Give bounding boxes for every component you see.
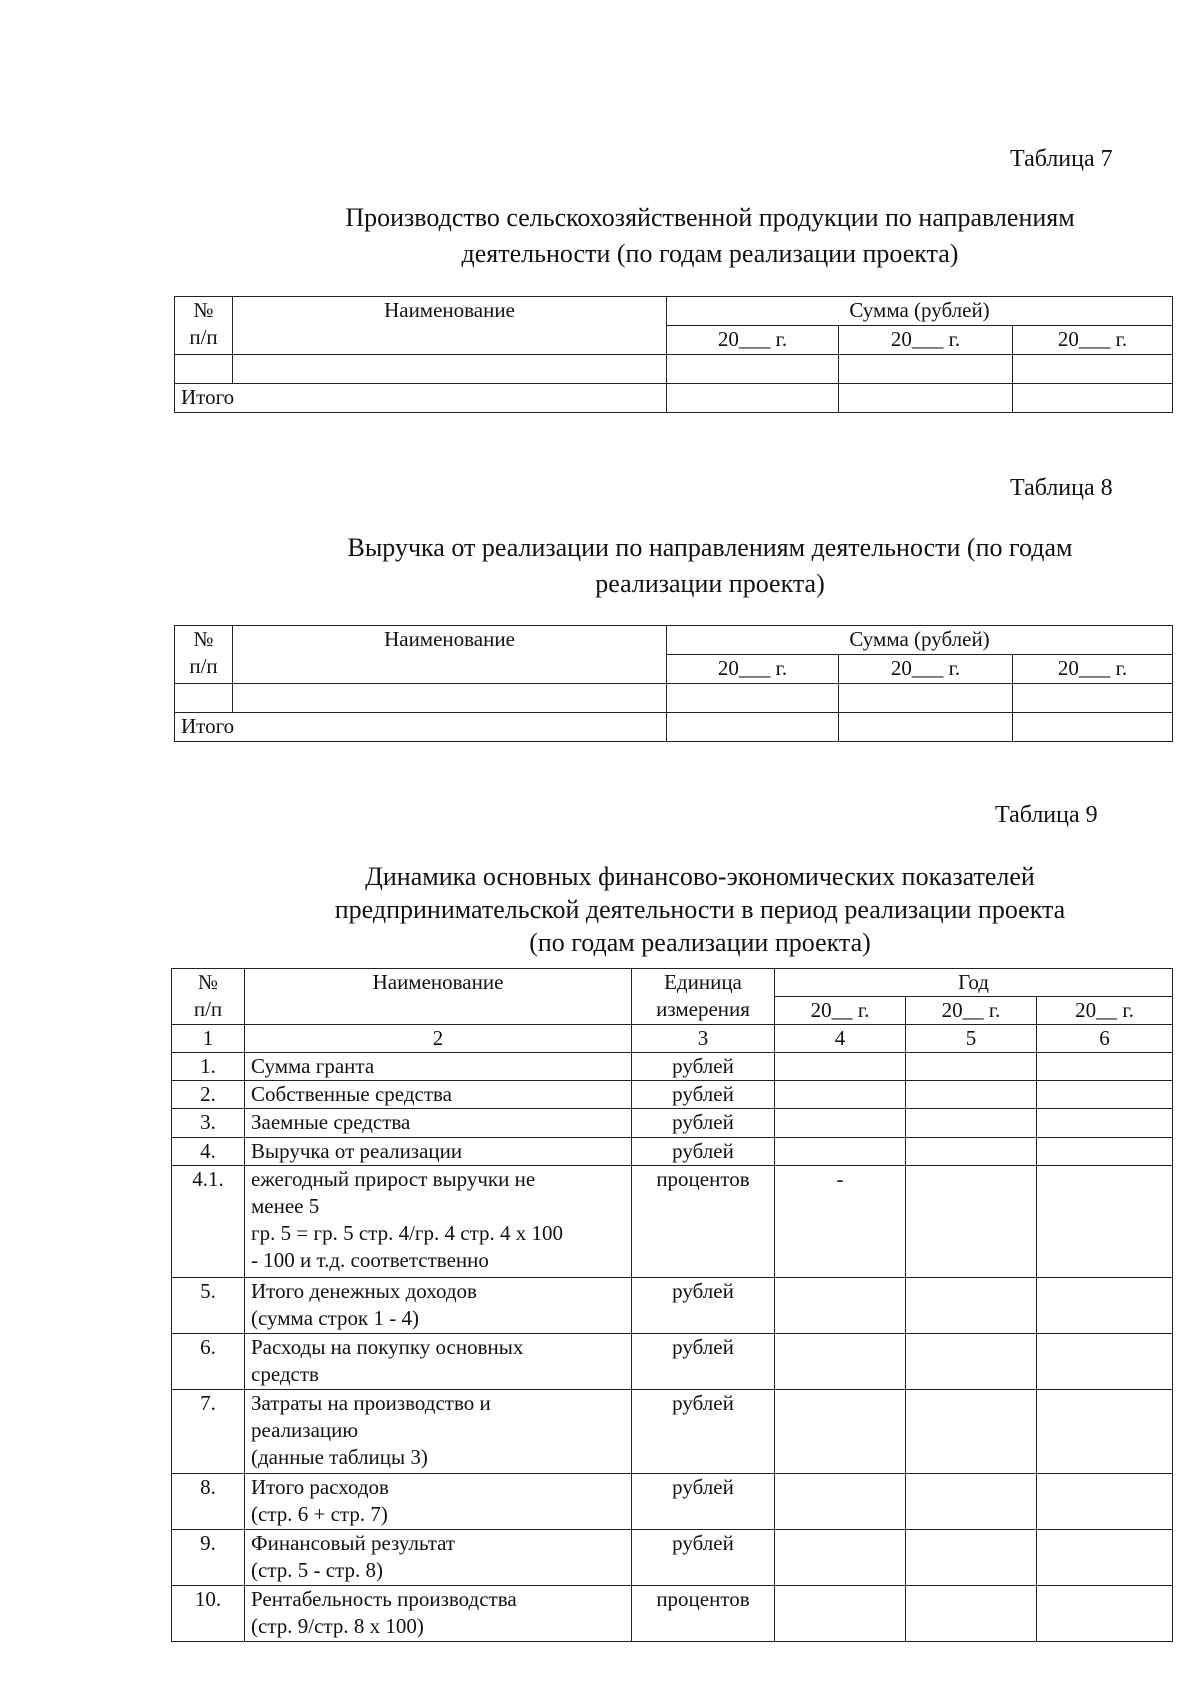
row-name-line: реализацию	[251, 1418, 359, 1442]
row-year-value	[906, 1166, 1037, 1278]
row-unit: процентов	[632, 1166, 775, 1278]
row-year-1-value	[775, 1390, 906, 1474]
table7-header-name: Наименование	[233, 297, 667, 355]
table-row	[172, 1334, 1173, 1390]
row-year-1-value	[775, 1138, 906, 1166]
row-year-value	[1037, 1109, 1173, 1138]
table9-header-year-3: 20__ г.	[1037, 997, 1173, 1025]
row-number: 10.	[172, 1586, 245, 1642]
table8-total-label: Итого	[175, 713, 667, 742]
row-name	[245, 1390, 632, 1474]
table7-title-line1: Производство сельскохозяйственной продукции по направлениям	[345, 203, 1075, 232]
row-unit: рублей	[632, 1334, 775, 1390]
table-row	[172, 1278, 1173, 1334]
table8-title	[160, 530, 1200, 602]
row-year-1-value	[775, 1081, 906, 1109]
row-name-line: Собственные средства	[251, 1082, 452, 1106]
row-name-line: (стр. 6 + стр. 7)	[251, 1502, 388, 1526]
row-year-1-value	[775, 1334, 906, 1390]
table7-header-no: № п/п	[175, 297, 233, 355]
row-unit: рублей	[632, 1278, 775, 1334]
row-year-value	[1037, 1334, 1173, 1390]
row-unit: процентов	[632, 1586, 775, 1642]
row-year-value	[1037, 1474, 1173, 1530]
row-name-line: Финансовый результат	[251, 1531, 456, 1555]
table7-total-label: Итого	[175, 384, 667, 413]
row-name-line: Заемные средства	[251, 1110, 411, 1134]
table-row	[172, 1474, 1173, 1530]
row-name-line: Сумма гранта	[251, 1054, 375, 1078]
row-name	[245, 1109, 632, 1138]
column-number: 4	[775, 1025, 906, 1053]
table7-label: Таблица 7	[1010, 146, 1113, 172]
table-row	[175, 355, 1173, 384]
row-year-value	[1037, 1530, 1173, 1586]
row-year-1-value	[775, 1586, 906, 1642]
row-year-1-value	[775, 1278, 906, 1334]
table7-total-row	[175, 384, 1173, 413]
table-row	[175, 684, 1173, 713]
row-name-line: Итого денежных доходов	[251, 1279, 477, 1303]
row-name	[245, 1474, 632, 1530]
row-name-line: - 100 и т.д. соответственно	[251, 1248, 489, 1272]
row-name-line: (сумма строк 1 - 4)	[251, 1306, 419, 1330]
row-year-value	[906, 1109, 1037, 1138]
row-name-line: средств	[251, 1362, 319, 1386]
column-number: 2	[245, 1025, 632, 1053]
table8-title-line2: реализации проекта)	[595, 569, 825, 598]
row-year-value	[1037, 1138, 1173, 1166]
row-name	[245, 1334, 632, 1390]
table7-header-year-2: 20___ г.	[839, 326, 1013, 355]
column-number: 5	[906, 1025, 1037, 1053]
row-year-1-value	[775, 1053, 906, 1081]
table-row	[172, 1053, 1173, 1081]
row-name	[245, 1530, 632, 1586]
row-number: 8.	[172, 1474, 245, 1530]
row-number: 4.	[172, 1138, 245, 1166]
column-number: 1	[172, 1025, 245, 1053]
row-name	[245, 1586, 632, 1642]
table8-header-year-2: 20___ г.	[839, 655, 1013, 684]
table7-title-line2: деятельности (по годам реализации проекта)	[461, 239, 959, 268]
table-row	[172, 1109, 1173, 1138]
row-number: 2.	[172, 1081, 245, 1109]
row-number: 9.	[172, 1530, 245, 1586]
row-unit: рублей	[632, 1053, 775, 1081]
table9-label: Таблица 9	[995, 802, 1098, 828]
row-year-value	[1037, 1053, 1173, 1081]
row-name-line: (стр. 9/стр. 8 х 100)	[251, 1614, 424, 1638]
table9-body	[172, 1053, 1173, 1642]
table8-header-no: № п/п	[175, 626, 233, 684]
row-name-line: Расходы на покупку основных	[251, 1335, 524, 1359]
row-year-value	[906, 1474, 1037, 1530]
row-name-line: Затраты на производство и	[251, 1391, 491, 1415]
row-name	[245, 1278, 632, 1334]
row-number: 5.	[172, 1278, 245, 1334]
row-number: 7.	[172, 1390, 245, 1474]
row-unit: рублей	[632, 1390, 775, 1474]
row-year-1-value	[775, 1109, 906, 1138]
row-year-value	[906, 1081, 1037, 1109]
row-number: 4.1.	[172, 1166, 245, 1278]
row-year-value	[906, 1530, 1037, 1586]
table-row	[172, 1586, 1173, 1642]
row-number: 6.	[172, 1334, 245, 1390]
table9-header-no: № п/п	[172, 969, 245, 1025]
row-name-line: Итого расходов	[251, 1475, 389, 1499]
row-year-value	[906, 1390, 1037, 1474]
row-name-line: (данные таблицы 3)	[251, 1445, 428, 1469]
table7-header-sum: Сумма (рублей)	[667, 297, 1173, 326]
table9-title	[150, 860, 1200, 959]
table-row	[172, 1166, 1173, 1278]
table-row	[172, 1530, 1173, 1586]
table9-header-name: Наименование	[245, 969, 632, 1025]
row-year-value	[1037, 1278, 1173, 1334]
row-number: 3.	[172, 1109, 245, 1138]
row-name	[245, 1166, 632, 1278]
row-name-line: Рентабельность производства	[251, 1587, 517, 1611]
row-year-1-value	[775, 1474, 906, 1530]
row-unit: рублей	[632, 1530, 775, 1586]
table9-title-line1: Динамика основных финансово-экономических показателей	[365, 862, 1035, 891]
row-year-value	[1037, 1586, 1173, 1642]
row-year-value	[1037, 1390, 1173, 1474]
row-year-1-value	[775, 1530, 906, 1586]
row-year-value	[906, 1334, 1037, 1390]
table9-header-year-2: 20__ г.	[906, 997, 1037, 1025]
table8-header-sum: Сумма (рублей)	[667, 626, 1173, 655]
row-name	[245, 1053, 632, 1081]
table9-title-line3: (по годам реализации проекта)	[529, 928, 871, 957]
row-unit: рублей	[632, 1138, 775, 1166]
table7-header-year-3: 20___ г.	[1013, 326, 1173, 355]
row-name-line: менее 5	[251, 1194, 320, 1218]
row-name	[245, 1081, 632, 1109]
table8-label: Таблица 8	[1010, 475, 1113, 501]
table7-header-year-1: 20___ г.	[667, 326, 839, 355]
row-year-value	[1037, 1166, 1173, 1278]
table9-title-line2: предпринимательской деятельности в период реализации проекта	[334, 895, 1066, 924]
column-number: 3	[632, 1025, 775, 1053]
row-unit: рублей	[632, 1474, 775, 1530]
row-name-line: (стр. 5 - стр. 8)	[251, 1558, 383, 1582]
row-name-line: Выручка от реализации	[251, 1139, 463, 1163]
table8-header-year-3: 20___ г.	[1013, 655, 1173, 684]
row-year-value	[1037, 1081, 1173, 1109]
column-number: 6	[1037, 1025, 1173, 1053]
table9-header-year-1: 20__ г.	[775, 997, 906, 1025]
table9-column-numbers	[172, 1025, 1173, 1053]
table-row	[172, 1138, 1173, 1166]
row-year-value	[906, 1053, 1037, 1081]
row-year-1-value: -	[775, 1166, 906, 1278]
row-name-line: гр. 5 = гр. 5 стр. 4/гр. 4 стр. 4 х 100	[251, 1221, 564, 1245]
table9-header-unit: Единица измерения	[632, 969, 775, 1025]
table-row	[172, 1081, 1173, 1109]
row-year-value	[906, 1278, 1037, 1334]
table7	[174, 296, 1173, 413]
table8-header-year-1: 20___ г.	[667, 655, 839, 684]
row-year-value	[906, 1138, 1037, 1166]
table9-header-year: Год	[775, 969, 1173, 997]
table8-header-name: Наименование	[233, 626, 667, 684]
table9	[171, 968, 1173, 1642]
row-number: 1.	[172, 1053, 245, 1081]
table8	[174, 625, 1173, 742]
table7-title	[160, 200, 1200, 272]
row-name	[245, 1138, 632, 1166]
table8-total-row	[175, 713, 1173, 742]
table8-title-line1: Выручка от реализации по направлениям деятельности (по годам	[347, 533, 1073, 562]
row-year-value	[906, 1586, 1037, 1642]
table-row	[172, 1390, 1173, 1474]
row-unit: рублей	[632, 1081, 775, 1109]
row-name-line: ежегодный прирост выручки не	[251, 1167, 536, 1191]
row-unit: рублей	[632, 1109, 775, 1138]
